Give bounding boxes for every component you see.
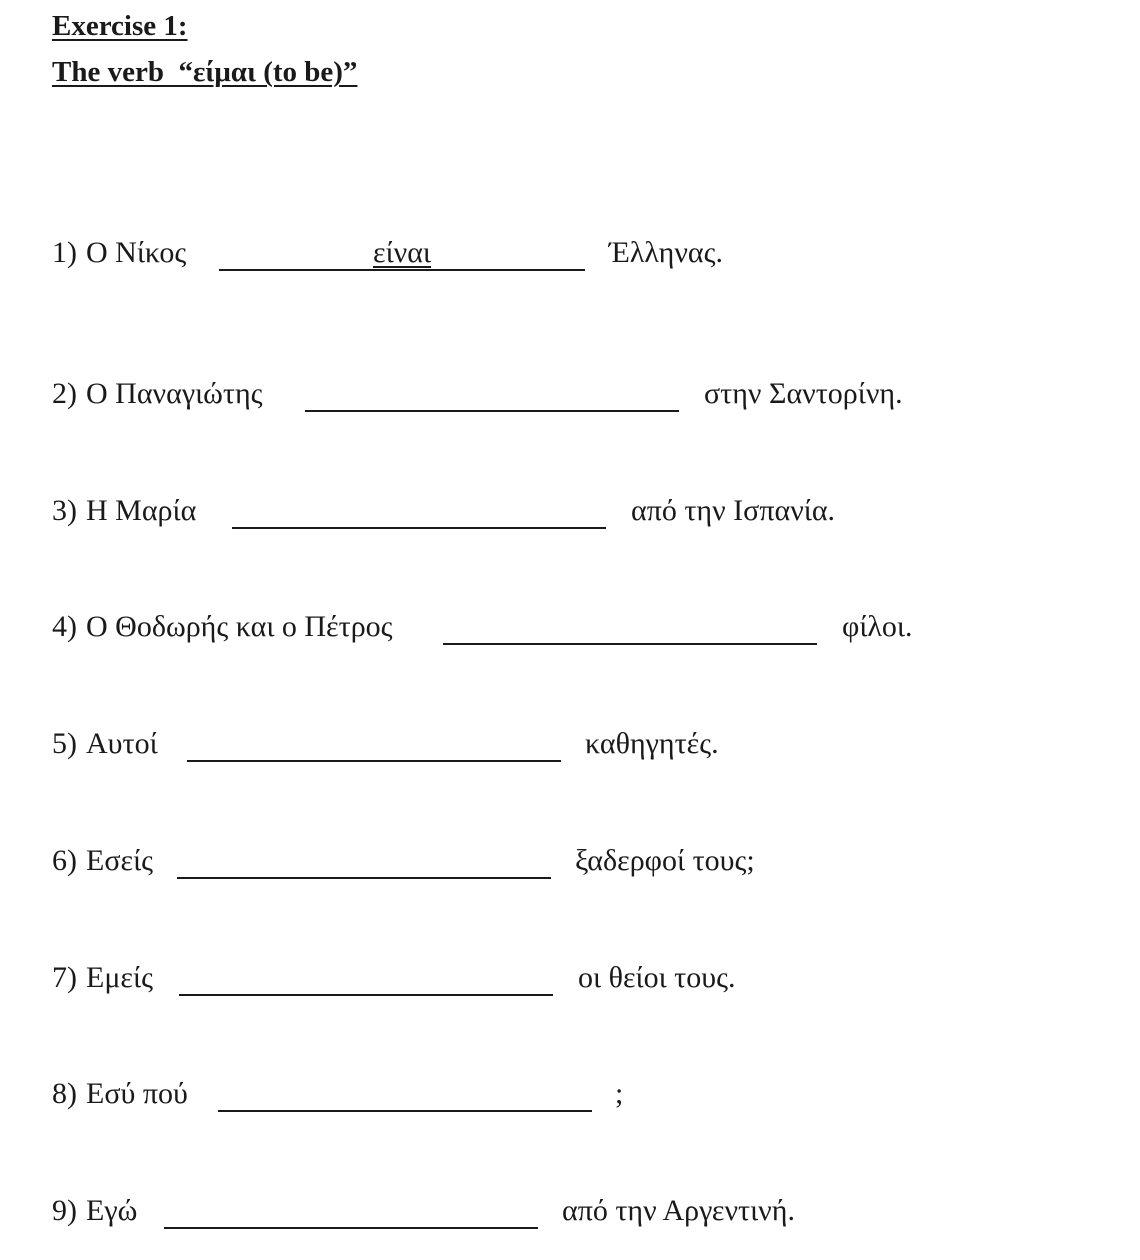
- exercise-number: 3): [52, 494, 77, 527]
- exercise-subject: Εσύ πού: [86, 1077, 188, 1110]
- answer-blank[interactable]: [219, 269, 585, 271]
- exercise-row: [52, 238, 1132, 278]
- exercise-subject: Αυτοί: [86, 727, 158, 760]
- exercise-subject: Ο Νίκος: [86, 236, 187, 269]
- exercise-number: 2): [52, 377, 77, 410]
- exercise-subject: Εγώ: [86, 1194, 138, 1227]
- exercise-ending: φίλοι.: [842, 610, 913, 643]
- exercise-row: [52, 379, 1132, 419]
- exercise-row: [52, 846, 1132, 886]
- exercise-subtitle: The verb “είμαι (to be)”: [52, 56, 358, 88]
- exercise-row: [52, 612, 1132, 652]
- exercise-number: 8): [52, 1077, 77, 1110]
- answer-blank[interactable]: [232, 527, 606, 529]
- exercise-row: [52, 729, 1132, 769]
- exercise-number: 7): [52, 961, 77, 994]
- answer-blank[interactable]: [179, 994, 553, 996]
- exercise-number: 5): [52, 727, 77, 760]
- exercise-number: 4): [52, 610, 77, 643]
- answer-blank[interactable]: [164, 1227, 538, 1229]
- exercise-subject: Ο Θοδωρής και ο Πέτρος: [86, 610, 393, 643]
- exercise-title: Exercise 1:: [52, 10, 188, 42]
- answer-blank[interactable]: [218, 1110, 592, 1112]
- exercise-number: 1): [52, 236, 77, 269]
- exercise-ending: καθηγητές.: [585, 727, 719, 760]
- answer-blank[interactable]: [443, 643, 817, 645]
- answer-text: είναι: [372, 236, 432, 269]
- exercise-number: 9): [52, 1194, 77, 1227]
- exercise-row: [52, 963, 1132, 1003]
- exercise-subject: Εσείς: [86, 844, 154, 877]
- exercise-row: [52, 1196, 1132, 1236]
- exercise-ending: από την Αργεντινή.: [562, 1194, 795, 1227]
- exercise-subject: Εμείς: [86, 961, 153, 994]
- exercise-ending: στην Σαντορίνη.: [704, 377, 903, 410]
- exercise-ending: Έλληνας.: [609, 236, 723, 269]
- exercise-row: [52, 496, 1132, 536]
- answer-blank[interactable]: [187, 760, 561, 762]
- exercise-ending: ξαδερφοί τους;: [575, 844, 755, 877]
- exercise-ending: από την Ισπανία.: [631, 494, 836, 527]
- answer-blank[interactable]: [177, 877, 551, 879]
- exercise-ending: οι θείοι τους.: [578, 961, 736, 994]
- exercise-row: [52, 1079, 1132, 1119]
- exercise-number: 6): [52, 844, 77, 877]
- exercise-ending: ;: [615, 1077, 624, 1110]
- exercise-subject: Η Μαρία: [86, 494, 197, 527]
- exercise-subject: Ο Παναγιώτης: [86, 377, 263, 410]
- answer-blank[interactable]: [305, 410, 679, 412]
